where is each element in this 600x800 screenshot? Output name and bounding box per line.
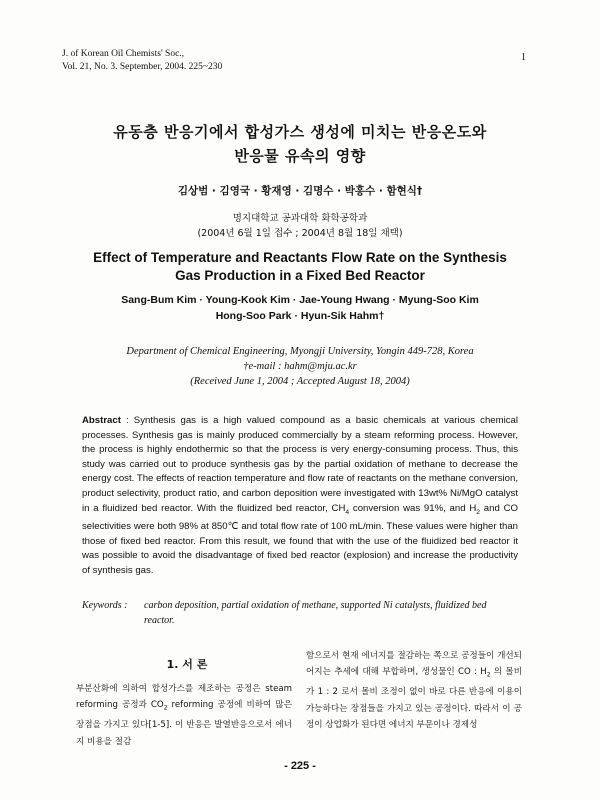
korean-title-line1: 유동층 반응기에서 합성가스 생성에 미치는 반응온도와: [113, 123, 487, 141]
keywords-label: Keywords :: [82, 600, 128, 611]
abstract-sub-b: 2: [476, 508, 481, 516]
journal-name: J. of Korean Oil Chemists' Soc.,: [62, 49, 185, 59]
body-right-sub: 2: [486, 672, 491, 680]
korean-authors: 김상범 · 김영국 · 황재영 · 김명수 · 박홍수 · 함현식†: [177, 185, 423, 197]
english-title-line2: Gas Production in a Fixed Bed Reactor: [175, 268, 425, 283]
english-authors-line1: Sang-Bum Kim · Young-Kook Kim · Jae-Young Hwang · Myung-Soo Kim: [121, 294, 479, 306]
received-dates: (Received June 1, 2004 ; Accepted August 18, 2004): [190, 376, 410, 387]
journal-volume: Vol. 21, No. 3. September, 2004. 225~230: [62, 62, 223, 72]
email: †e-mail : hahm@mju.ac.kr: [243, 361, 357, 372]
abstract-text-c: and CO selectivities were both 98% at 850℃ and total flow rate of 100 mL/min. These values were higher than those of fixed bed reactor. From this result, we found that with the use of the fluidized bed reactor it was possible to avoid the disadvantage of fixed bed reactor (explosion) and increase the productivity of synthesis gas.: [82, 502, 518, 576]
section-heading: 1. 서 론: [166, 658, 208, 671]
body-right-text-b: 의 몰비가 1 : 2 로서 몰비 조정이 없이 바로 다른 반응에 이용이 가능하다는 장점들을 가지고 있는 공정이다. 따라서 이 공정이 상업화가 된다면 에너지 부문이나 경제성: [306, 667, 522, 730]
english-title-line1: Effect of Temperature and Reactants Flow Rate on the Synthesis: [93, 250, 507, 265]
abstract-sub-a: 4: [345, 508, 350, 516]
journal-citation: [62, 48, 222, 74]
body-right-text-a: 함으로서 현재 에너지를 절감하는 쪽으로 공정들이 개선되어지는 추세에 대해 부합하며, 생성물인 CO : H: [306, 651, 522, 678]
body-column-right: [306, 648, 522, 733]
keywords-text: carbon deposition, partial oxidation of methane, supported Ni catalysts, fluidized bed reactor.: [144, 600, 487, 626]
english-authors-line2: Hong-Soo Park · Hyun-Sik Hahm†: [215, 310, 385, 322]
abstract-text-b: conversion was 91%, and H: [349, 502, 477, 514]
english-authors: [0, 292, 600, 324]
body-left-sub: 2: [163, 705, 168, 713]
english-affiliation-block: [0, 344, 600, 389]
korean-title-line2: 반응물 유속의 영향: [234, 147, 366, 165]
abstract-text-a: : Synthesis gas is a high valued compound as a basic chemicals at various chemical processes. Synthesis gas is mainly produced commercially by a steam reforming process. However, the process is highly endothermic so that the process is very energy-consuming process. Thus, this study was carried out to produce synthesis gas by the partial oxidation of methane to decrease the energy cost. The effects of reaction temperature and flow rate of reactants on the methane conversion, product selectivity, product ratio, and carbon deposition were investigated with 13wt% Ni/MgO catalyst in a fluidized bed reactor. With the fluidized bed reactor, CH: [82, 415, 518, 514]
english-title: [0, 249, 600, 285]
abstract: [82, 414, 518, 578]
english-affiliation: Department of Chemical Engineering, Myongji University, Yongin 449-728, Korea: [126, 346, 474, 357]
korean-title: [0, 120, 600, 168]
footer-page-number: - 225 -: [284, 760, 316, 772]
body-column-left: [76, 681, 292, 750]
keywords: [82, 598, 518, 628]
body-left-text-a: 부분산화에 의하여 합성가스를 제조하는 공정은 steam reforming 공정과 CO: [76, 684, 292, 711]
korean-dates: (2004년 6월 1일 접수 ; 2004년 8월 18일 채택): [197, 228, 403, 239]
page-number: 1: [521, 52, 526, 63]
korean-affiliation: 명지대학교 공과대학 화학공학과: [232, 213, 368, 224]
korean-affiliation-block: [0, 211, 600, 241]
body-left-text-b: reforming 공정에 비하여 많은 장점을 가지고 있다[1-5]. 이 반응은 발열반응으로서 에너지 비용을 절감: [76, 700, 292, 747]
abstract-label: Abstract: [82, 415, 121, 426]
